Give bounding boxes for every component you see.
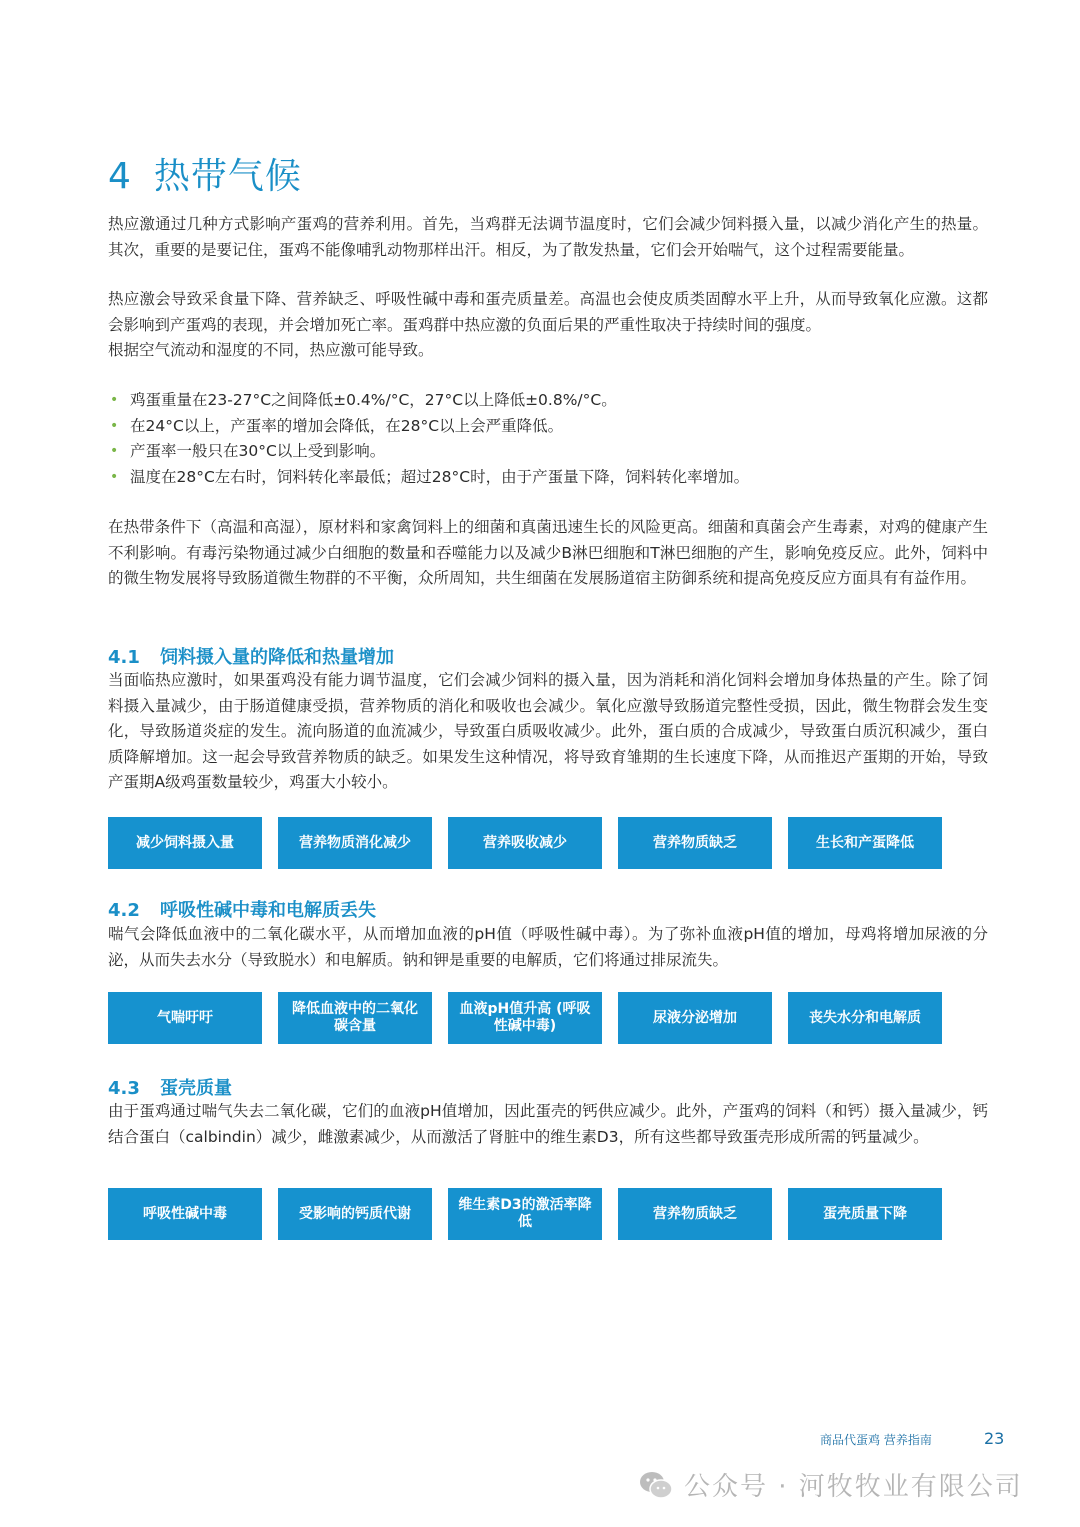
list-item: • 产蛋率一般只在30°C以上受到影响。: [108, 439, 988, 465]
bullet-icon: •: [110, 468, 119, 485]
bullet-icon: •: [110, 417, 119, 434]
footer-label: 商品代蛋鸡 营养指南: [820, 1433, 932, 1447]
flow-step: 维生素D3的激活率降低: [448, 1188, 602, 1240]
section-4-3-text: 由于蛋鸡通过喘气失去二氧化碳，它们的血液pH值增加，因此蛋壳的钙供应减少。此外，产蛋鸡的饲料（和钙）摄入量减少，钙结合蛋白（calbindin）减少，雌激素减少，从而激活了肾脏中的维生素D3，所有这些都导致蛋壳形成所需的钙量减少。: [108, 1102, 988, 1146]
bullet-icon: •: [110, 443, 119, 459]
flow-step: 营养物质缺乏: [618, 1188, 772, 1240]
intro-paragraph-1: 热应激通过几种方式影响产蛋鸡的营养利用。首先，当鸡群无法调节温度时，它们会减少饲料摄入量，以减少消化产生的热量。其次，重要的是要记住，蛋鸡不能像哺乳动物那样出汗。相反，为了散发热量，它们会开始喘气，这个过程需要能量。: [108, 215, 988, 259]
wechat-icon: [638, 1470, 674, 1500]
flow-diagram-4-1: [108, 817, 942, 869]
chapter-title: 热带气候: [153, 156, 302, 197]
flow-step: 血液pH值升高 (呼吸性碱中毒): [448, 992, 602, 1044]
intro-paragraph-3: 根据空气流动和湿度的不同，热应激可能导致。: [108, 341, 434, 359]
chapter-number: 4: [108, 156, 132, 197]
flow-step: 尿液分泌增加: [618, 992, 772, 1044]
bullet-icon: •: [110, 392, 119, 408]
list-item: • 鸡蛋重量在23-27°C之间降低±0.4%/°C，27°C以上降低±0.8%/°C。: [108, 388, 988, 414]
section-number: 4.1: [108, 647, 140, 668]
list-item: • 温度在28°C左右时，饲料转化率最低；超过28°C时，由于产蛋量下降，饲料转化率增加。: [108, 465, 988, 491]
section-4-2-text: 喘气会降低血液中的二氧化碳水平，从而增加血液的pH值（呼吸性碱中毒）。为了弥补血液pH值的增加，母鸡将增加尿液的分泌，从而失去水分（导致脱水）和电解质。钠和钾是重要的电解质，它们将通过排尿流失。: [108, 925, 988, 969]
flow-step: 降低血液中的二氧化碳含量: [278, 992, 432, 1044]
flow-diagram-4-2: [108, 992, 942, 1044]
page-number: 23: [984, 1429, 1005, 1448]
section-heading-4-2: [108, 896, 376, 922]
section-number: 4.3: [108, 1078, 140, 1099]
flow-step: 生长和产蛋降低: [788, 817, 942, 869]
watermark-text: 公众号 · 河牧牧业有限公司: [684, 1472, 1023, 1502]
watermark: [638, 1466, 1023, 1503]
section-title: 蛋壳质量: [160, 1078, 232, 1099]
page-title: [108, 148, 302, 199]
flow-step: 营养吸收减少: [448, 817, 602, 869]
flow-step: 气喘吁吁: [108, 992, 262, 1044]
flow-diagram-4-3: [108, 1188, 942, 1240]
section-heading-4-1: [108, 643, 394, 669]
section-4-1-text: 当面临热应激时，如果蛋鸡没有能力调节温度，它们会减少饲料的摄入量，因为消耗和消化饲料会增加身体热量的产生。除了饲料摄入量减少，由于肠道健康受损，营养物质的消化和吸收也会减少。氧化应激导致肠道完整性受损，因此，微生物群会发生变化，导致肠道炎症的发生。流向肠道的血流减少，导致蛋白质吸收减少。此外，蛋白质的合成减少，导致蛋白质沉积减少，蛋白质降解增加。这一起会导致营养物质的缺乏。如果发生这种情况，将导致育雏期的生长速度下降，从而推迟产蛋期的开始，导致产蛋期A级鸡蛋数量较少，鸡蛋大小较小。: [108, 671, 988, 791]
intro-paragraph-2: 热应激会导致采食量下降、营养缺乏、呼吸性碱中毒和蛋壳质量差。高温也会使皮质类固醇水平上升，从而导致氧化应激。这都会影响到产蛋鸡的表现，并会增加死亡率。蛋鸡群中热应激的负面后果的严重性取决于持续时间的强度。: [108, 290, 988, 334]
section-number: 4.2: [108, 900, 140, 921]
section-heading-4-3: [108, 1074, 232, 1100]
effects-bullet-list: [108, 388, 988, 490]
tropical-conditions-paragraph: 在热带条件下（高温和高湿），原材料和家禽饲料上的细菌和真菌迅速生长的风险更高。细菌和真菌会产生毒素，对鸡的健康产生不利影响。有毒污染物通过减少白细胞的数量和吞噬能力以及减少B淋巴细胞和T淋巴细胞的产生，影响免疫反应。此外，饲料中的微生物发展将导致肠道微生物群的不平衡，众所周知，共生细菌在发展肠道宿主防御系统和提高免疫反应方面具有有益作用。: [108, 518, 988, 587]
flow-step: 营养物质消化减少: [278, 817, 432, 869]
flow-step: 受影响的钙质代谢: [278, 1188, 432, 1240]
flow-step: 蛋壳质量下降: [788, 1188, 942, 1240]
section-title: 呼吸性碱中毒和电解质丢失: [160, 900, 376, 921]
flow-step: 丧失水分和电解质: [788, 992, 942, 1044]
flow-step: 营养物质缺乏: [618, 817, 772, 869]
section-title: 饲料摄入量的降低和热量增加: [160, 647, 394, 668]
flow-step: 呼吸性碱中毒: [108, 1188, 262, 1240]
flow-step: 减少饲料摄入量: [108, 817, 262, 869]
list-item: • 在24°C以上，产蛋率的增加会降低，在28°C以上会严重降低。: [108, 414, 988, 440]
